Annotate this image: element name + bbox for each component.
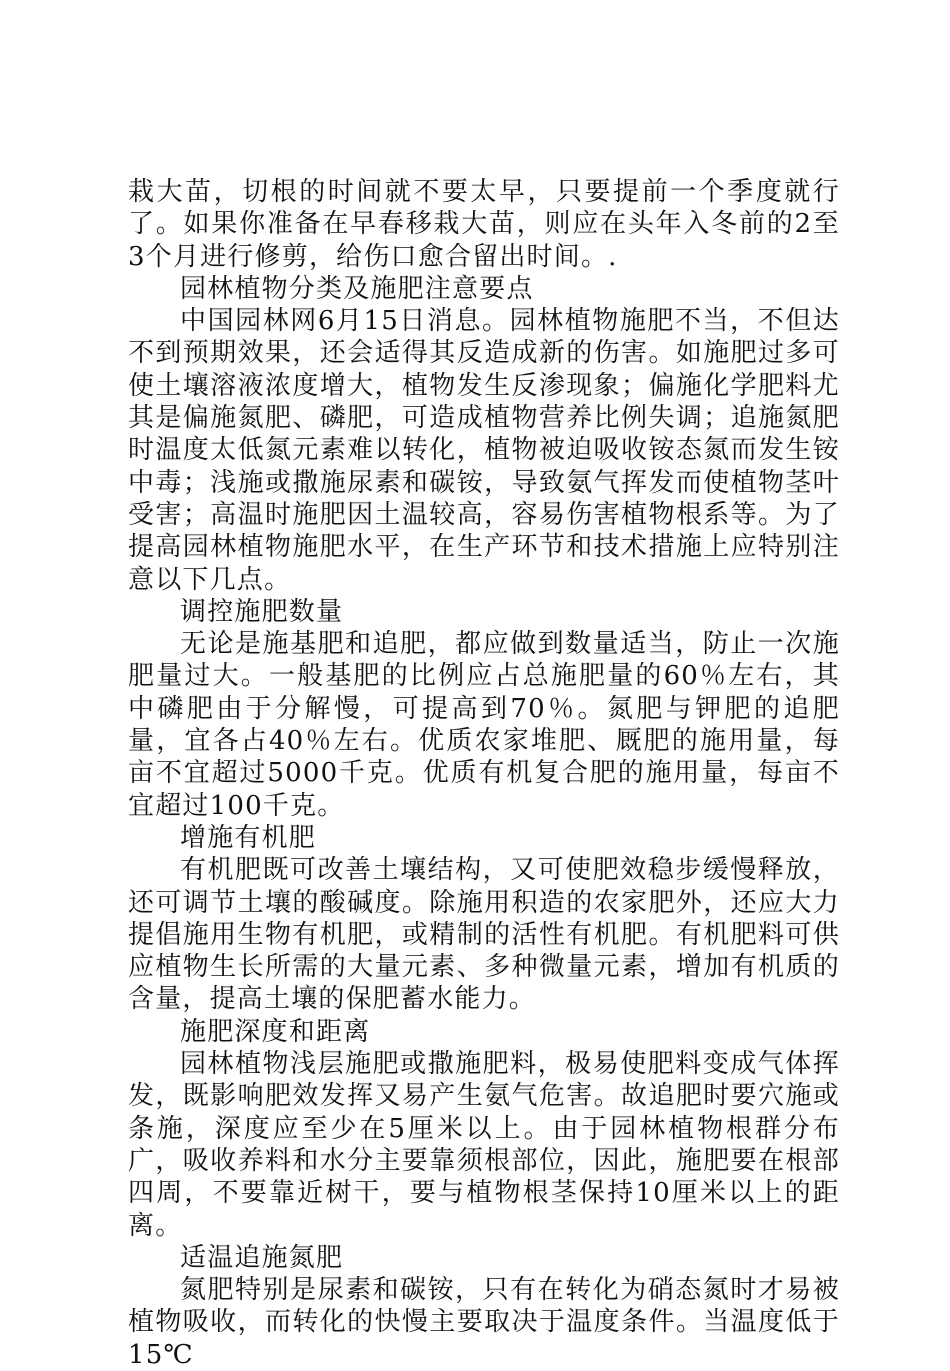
document-body <box>128 176 840 1371</box>
article-title: 园林植物分类及施肥注意要点 <box>180 273 534 304</box>
section-body-depth-distance: 园林植物浅层施肥或撒施肥料，极易使肥料变成气体挥发，既影响肥效发挥又易产生氨气危害。故追肥时要穴施或条施，深度应至少在5厘米以上。由于园林植物根群分布广，吸收养料和水分主要靠须根部位，因此，施肥要在根部四周，不要靠近树干，要与植物根茎保持10厘米以上的距离。 <box>128 1049 840 1241</box>
section-heading-depth-distance: 施肥深度和距离 <box>180 1016 371 1047</box>
section-heading-fertilizer-amount: 调控施肥数量 <box>180 596 344 627</box>
section-heading-organic-fertilizer: 增施有机肥 <box>180 822 317 853</box>
section-heading-nitrogen-temperature: 适温追施氮肥 <box>180 1242 344 1273</box>
section-body-organic-fertilizer: 有机肥既可改善土壤结构，又可使肥效稳步缓慢释放，还可调节土壤的酸碱度。除施用积造的农家肥外，还应大力提倡施用生物有机肥，或精制的活性有机肥。有机肥料可供应植物生长所需的大量元素、多种微量元素，增加有机质的含量，提高土壤的保肥蓄水能力。 <box>128 855 840 1015</box>
lead-paragraph: 中国园林网6月15日消息。园林植物施肥不当，不但达不到预期效果，还会适得其反造成新的伤害。如施肥过多可使土壤溶液浓度增大，植物发生反渗现象；偏施化学肥料尤其是偏施氮肥、磷肥，可造成植物营养比例失调；追施氮肥时温度太低氮元素难以转化，植物被迫吸收铵态氮而发生铵中毒；浅施或撒施尿素和碳铵，导致氨气挥发而使植物茎叶受害；高温时施肥因土温较高，容易伤害植物根系等。为了提高园林植物施肥水平，在生产环节和技术措施上应特别注意以下几点。 <box>128 306 840 595</box>
intro-continuation-paragraph: 栽大苗，切根的时间就不要太早，只要提前一个季度就行了。如果你准备在早春移栽大苗，则应在头年入冬前的2至3个月进行修剪，给伤口愈合留出时间。. <box>128 177 840 272</box>
section-body-fertilizer-amount: 无论是施基肥和追肥，都应做到数量适当，防止一次施肥量过大。一般基肥的比例应占总施肥量的60％左右，其中磷肥由于分解慢，可提高到70％。氮肥与钾肥的追肥量，宜各占40％左右。优质农家堆肥、厩肥的施用量，每亩不宜超过5000千克。优质有机复合肥的施用量，每亩不宜超过100千克。 <box>128 629 840 821</box>
section-body-nitrogen-temperature: 氮肥特别是尿素和碳铵，只有在转化为硝态氮时才易被植物吸收，而转化的快慢主要取决于温度条件。当温度低于15℃ <box>128 1275 840 1370</box>
